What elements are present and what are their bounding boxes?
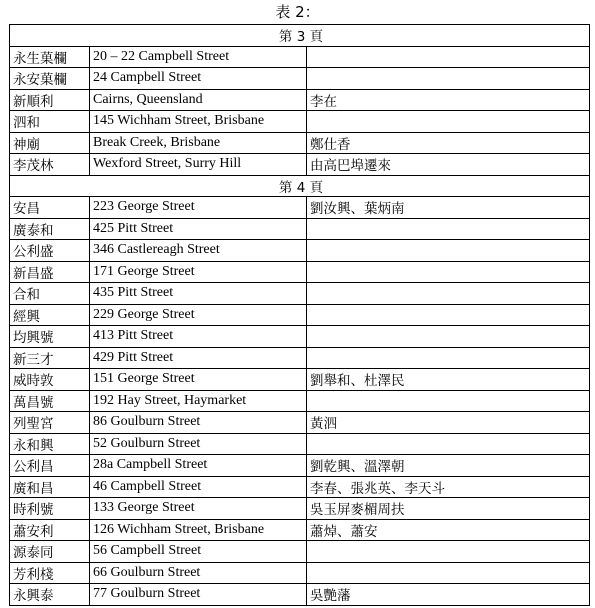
address-cell: 145 Wichham Street, Brisbane xyxy=(90,111,307,133)
shop-name-cell: 永和興 xyxy=(10,433,90,455)
people-cell xyxy=(307,261,590,283)
address-cell: 133 George Street xyxy=(90,498,307,520)
address-cell: 346 Castlereagh Street xyxy=(90,240,307,262)
people-cell: 由高巴埠遷來 xyxy=(307,154,590,176)
people-cell xyxy=(307,218,590,240)
people-cell xyxy=(307,68,590,90)
shop-name-cell: 公利盛 xyxy=(10,240,90,262)
people-cell: 李春、張兆英、李天斗 xyxy=(307,476,590,498)
address-cell: 171 George Street xyxy=(90,261,307,283)
shop-name-cell: 時利號 xyxy=(10,498,90,520)
table-row xyxy=(10,562,590,584)
records-table-body xyxy=(10,25,590,606)
shop-name-cell: 泗和 xyxy=(10,111,90,133)
address-cell: 28a Campbell Street xyxy=(90,455,307,477)
shop-name-cell: 廣泰和 xyxy=(10,218,90,240)
address-cell: 429 Pitt Street xyxy=(90,347,307,369)
shop-name-cell: 新昌盛 xyxy=(10,261,90,283)
shop-name-cell: 公利昌 xyxy=(10,455,90,477)
people-cell xyxy=(307,283,590,305)
table-row xyxy=(10,390,590,412)
shop-name-cell: 經興 xyxy=(10,304,90,326)
shop-name-cell: 萬昌號 xyxy=(10,390,90,412)
people-cell xyxy=(307,347,590,369)
shop-name-cell: 新順利 xyxy=(10,89,90,111)
shop-name-cell: 李茂林 xyxy=(10,154,90,176)
shop-name-cell: 永生菓欄 xyxy=(10,46,90,68)
people-cell xyxy=(307,433,590,455)
people-cell xyxy=(307,326,590,348)
address-cell: 413 Pitt Street xyxy=(90,326,307,348)
table-row xyxy=(10,541,590,563)
address-cell: 66 Goulburn Street xyxy=(90,562,307,584)
table-row xyxy=(10,154,590,176)
address-cell: 77 Goulburn Street xyxy=(90,584,307,606)
section-header-row xyxy=(10,175,590,197)
table-row xyxy=(10,46,590,68)
table-row xyxy=(10,240,590,262)
people-cell xyxy=(307,111,590,133)
people-cell: 蕭焯、蕭安 xyxy=(307,519,590,541)
shop-name-cell: 永安菓欄 xyxy=(10,68,90,90)
people-cell xyxy=(307,541,590,563)
address-cell: 52 Goulburn Street xyxy=(90,433,307,455)
table-row xyxy=(10,498,590,520)
people-cell xyxy=(307,304,590,326)
address-cell: 151 George Street xyxy=(90,369,307,391)
address-cell: 229 George Street xyxy=(90,304,307,326)
address-cell: 192 Hay Street, Haymarket xyxy=(90,390,307,412)
shop-name-cell: 新三才 xyxy=(10,347,90,369)
shop-name-cell: 芳利棧 xyxy=(10,562,90,584)
shop-name-cell: 源泰同 xyxy=(10,541,90,563)
section-header-row xyxy=(10,25,590,47)
table-row xyxy=(10,519,590,541)
address-cell: 24 Campbell Street xyxy=(90,68,307,90)
shop-name-cell: 蕭安利 xyxy=(10,519,90,541)
people-cell: 吳艷藩 xyxy=(307,584,590,606)
shop-name-cell: 神廟 xyxy=(10,132,90,154)
table-row xyxy=(10,283,590,305)
table-row xyxy=(10,218,590,240)
address-cell: Break Creek, Brisbane xyxy=(90,132,307,154)
address-cell: 126 Wichham Street, Brisbane xyxy=(90,519,307,541)
address-cell: 223 George Street xyxy=(90,197,307,219)
people-cell xyxy=(307,390,590,412)
people-cell: 鄭仕香 xyxy=(307,132,590,154)
address-cell: 425 Pitt Street xyxy=(90,218,307,240)
people-cell xyxy=(307,562,590,584)
shop-name-cell: 威時敦 xyxy=(10,369,90,391)
people-cell: 黃泗 xyxy=(307,412,590,434)
records-table xyxy=(9,24,590,606)
people-cell: 劉乾興、溫澤朝 xyxy=(307,455,590,477)
people-cell: 李在 xyxy=(307,89,590,111)
table-row xyxy=(10,433,590,455)
table-row xyxy=(10,412,590,434)
table-row xyxy=(10,261,590,283)
table-title: 表 2： xyxy=(275,3,320,21)
address-cell: Cairns, Queensland xyxy=(90,89,307,111)
table-row xyxy=(10,89,590,111)
shop-name-cell: 廣和昌 xyxy=(10,476,90,498)
table-row xyxy=(10,369,590,391)
table-row xyxy=(10,68,590,90)
shop-name-cell: 安昌 xyxy=(10,197,90,219)
people-cell: 劉舉和、杜澤民 xyxy=(307,369,590,391)
shop-name-cell: 永興泰 xyxy=(10,584,90,606)
address-cell: 56 Campbell Street xyxy=(90,541,307,563)
table-row xyxy=(10,111,590,133)
table-row xyxy=(10,197,590,219)
shop-name-cell: 列聖宮 xyxy=(10,412,90,434)
shop-name-cell: 合和 xyxy=(10,283,90,305)
table-row xyxy=(10,455,590,477)
table-row xyxy=(10,347,590,369)
table-row xyxy=(10,326,590,348)
section-label: 第 4 頁 xyxy=(10,175,590,197)
address-cell: 46 Campbell Street xyxy=(90,476,307,498)
address-cell: 86 Goulburn Street xyxy=(90,412,307,434)
people-cell xyxy=(307,240,590,262)
table-row xyxy=(10,132,590,154)
people-cell: 劉汝興、葉炳南 xyxy=(307,197,590,219)
table-row xyxy=(10,584,590,606)
people-cell: 吳玉屏麥楣周扶 xyxy=(307,498,590,520)
shop-name-cell: 均興號 xyxy=(10,326,90,348)
table-row xyxy=(10,476,590,498)
address-cell: 435 Pitt Street xyxy=(90,283,307,305)
address-cell: Wexford Street, Surry Hill xyxy=(90,154,307,176)
address-cell: 20 – 22 Campbell Street xyxy=(90,46,307,68)
table-row xyxy=(10,304,590,326)
section-label: 第 3 頁 xyxy=(10,25,590,47)
people-cell xyxy=(307,46,590,68)
